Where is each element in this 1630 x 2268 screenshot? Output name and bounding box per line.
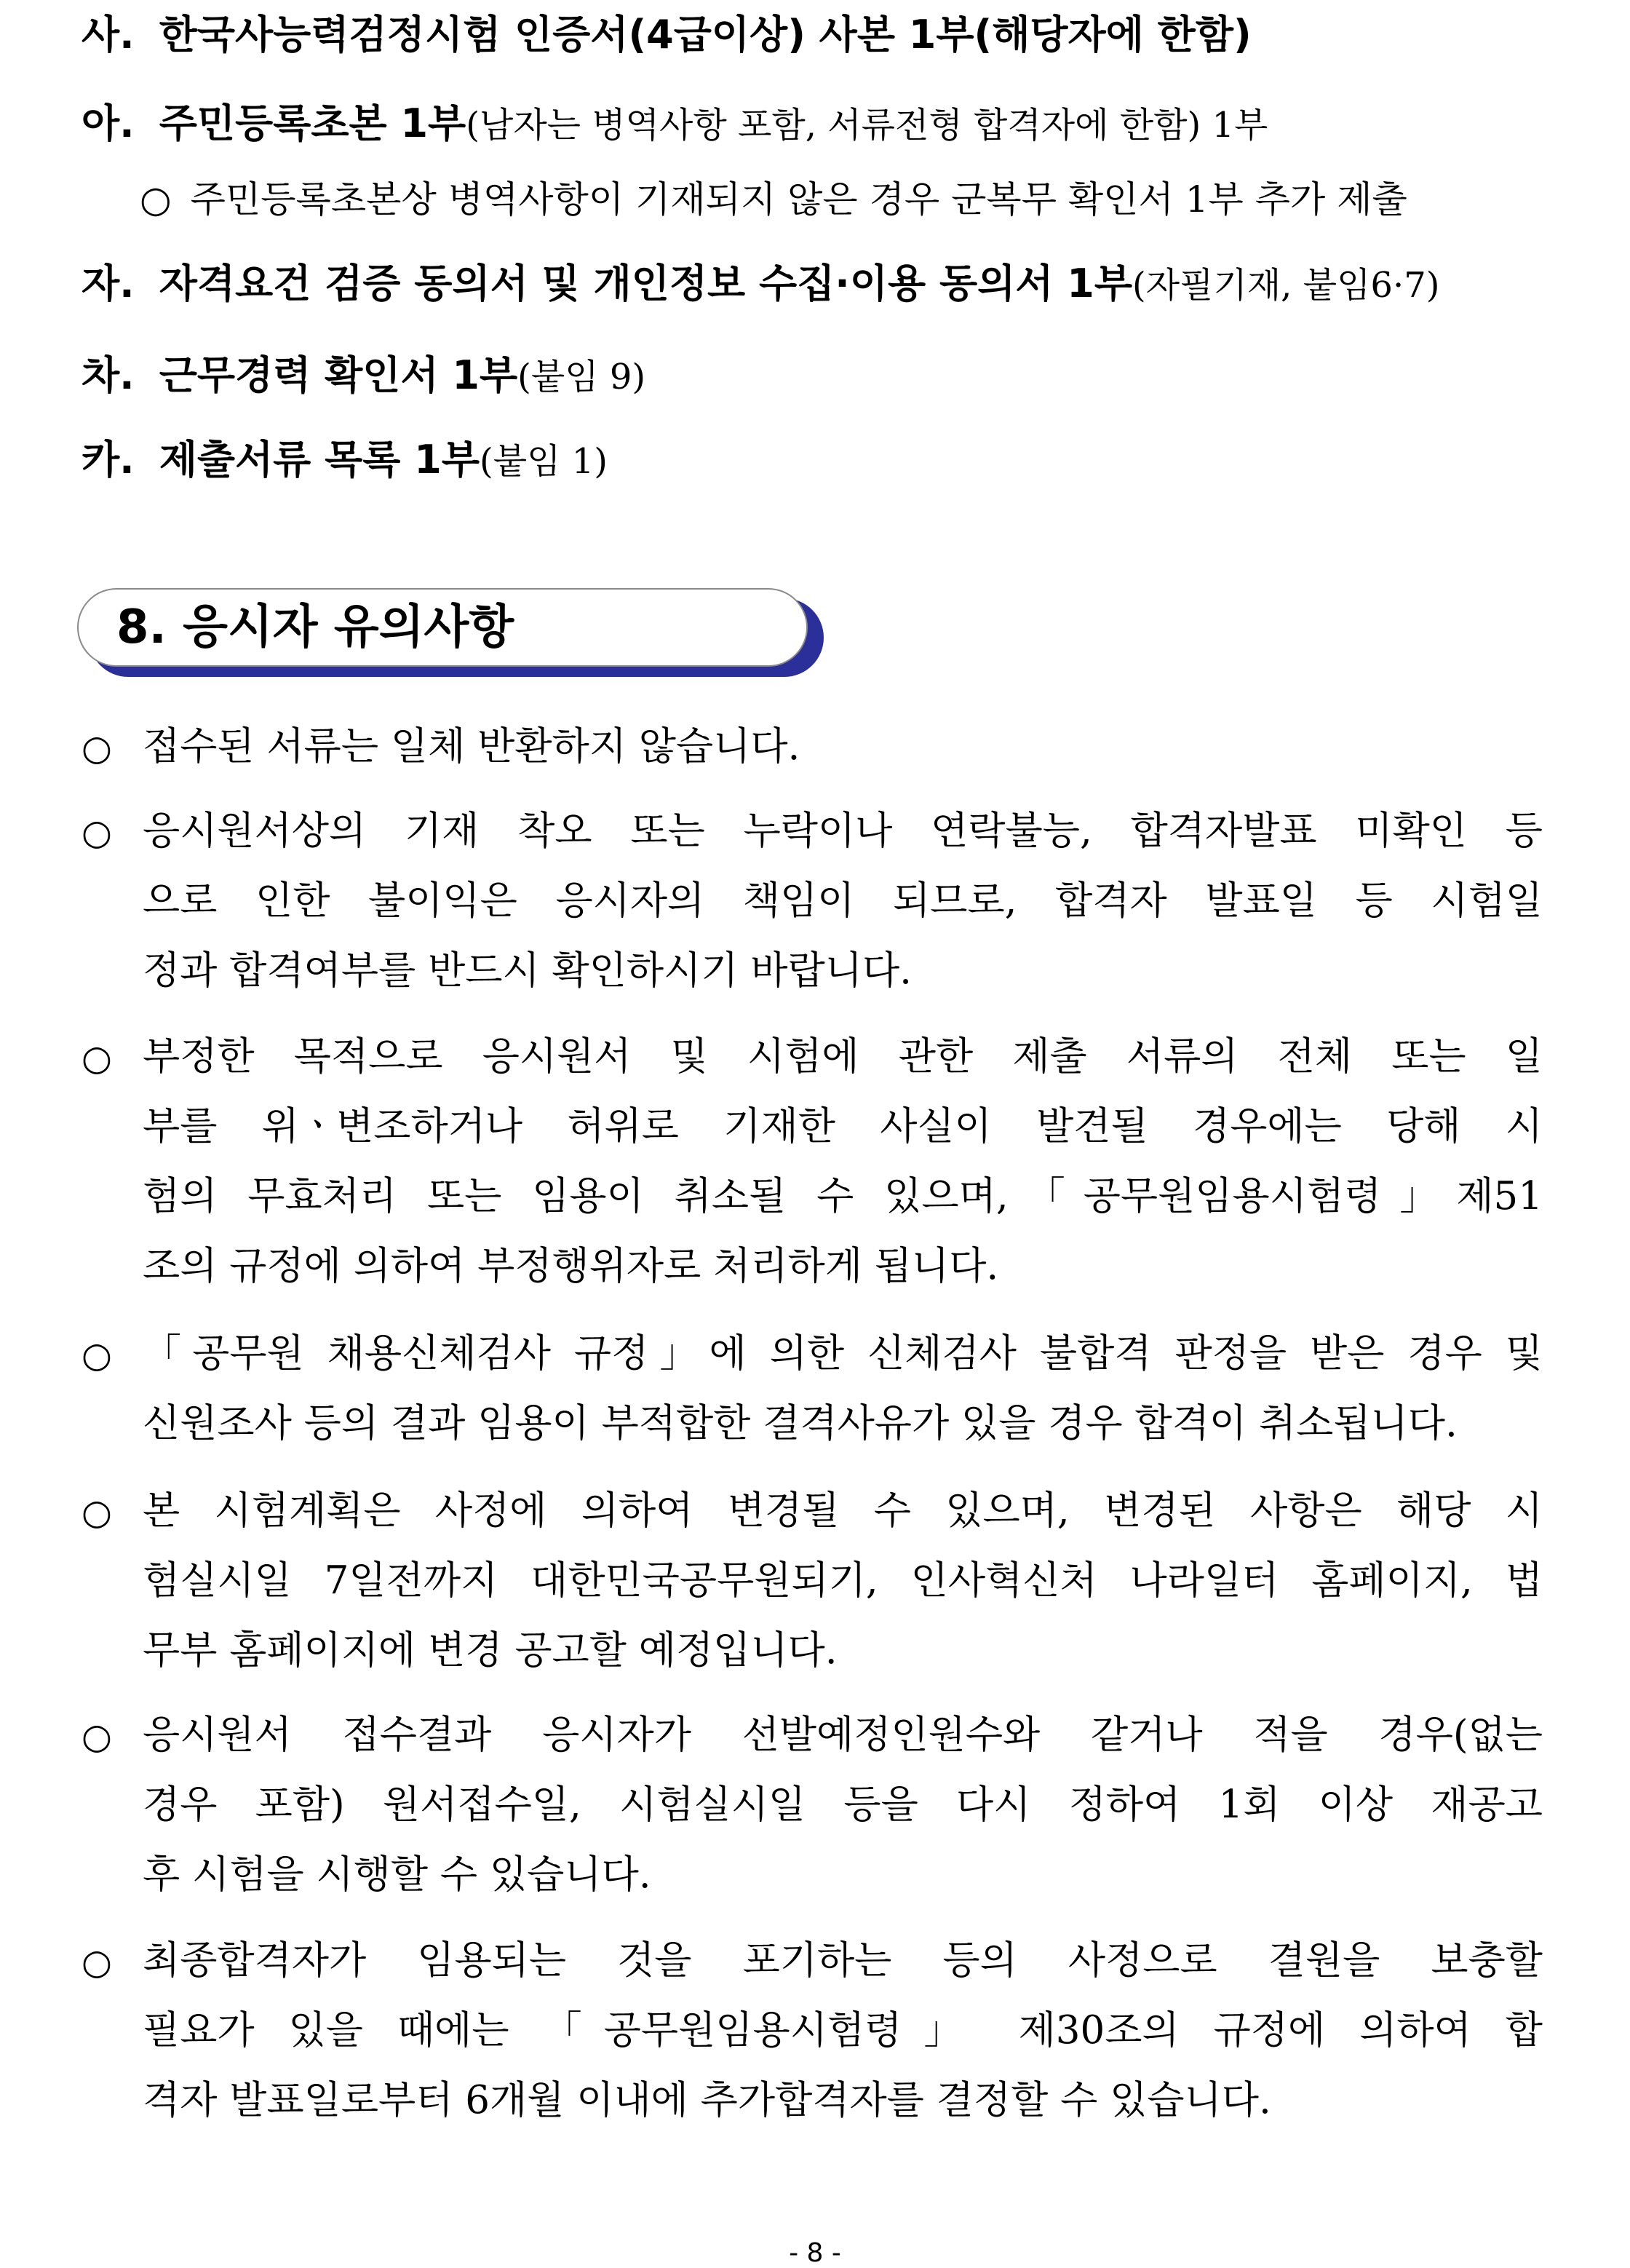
notice-line: 격자 발표일로부터 6개월 이내에 추가합격자를 결정할 수 있습니다.	[143, 2078, 1271, 2122]
notice-line: 부정한 목적으로 응시원서 및 시험에 관한 제출 서류의 전체 또는 일	[143, 1034, 1543, 1079]
item-label: 사.	[82, 12, 135, 58]
circle-bullet-icon: ○	[82, 812, 112, 853]
notice-line: 험의 무효처리 또는 임용이 취소될 수 있으며,「공무원임용시험령」제51	[143, 1174, 1543, 1218]
notice-line: 무부 홈페이지에 변경 공고할 예정입니다.	[143, 1628, 838, 1673]
notice-line: 정과 합격여부를 반드시 확인하시기 바랍니다.	[143, 948, 912, 993]
notice-line: 부를 위ㆍ변조하거나 허위로 기재한 사실이 발견될 경우에는 당해 시	[143, 1104, 1543, 1149]
requirement-item-ja	[82, 262, 1440, 307]
item-title: 근무경력 확인서 1부	[159, 352, 518, 398]
notice-line: 으로 인한 불이익은 응시자의 책임이 되므로, 합격자 발표일 등 시험일	[143, 879, 1543, 923]
requirement-item-a	[82, 102, 1268, 147]
sub-note-text: 주민등록초본상 병역사항이 기재되지 않은 경우 군복무 확인서 1부 추가 제출	[190, 178, 1407, 221]
notice-line: 본 시험계획은 사정에 의하여 변경될 수 있으며, 변경된 사항은 해당 시	[143, 1488, 1543, 1533]
item-label: 카.	[82, 437, 135, 483]
notice-line: 「공무원 채용신체검사 규정」에 의한 신체검사 불합격 판정을 받은 경우 및	[143, 1331, 1543, 1376]
requirement-sub-note	[140, 178, 1407, 221]
notice-line: 경우 포함) 원서접수일, 시험실시일 등을 다시 정하여 1회 이상 재공고	[143, 1783, 1543, 1827]
notice-line: 응시원서상의 기재 착오 또는 누락이나 연락불능, 합격자발표 미확인 등	[143, 809, 1543, 853]
notice-line: 험실시일 7일전까지 대한민국공무원되기, 인사혁신처 나라일터 홈페이지, 법	[143, 1558, 1543, 1603]
circle-bullet-icon: ○	[82, 1038, 112, 1079]
item-label: 아.	[82, 100, 135, 146]
circle-bullet-icon: ○	[82, 1716, 112, 1757]
circle-bullet-icon: ○	[140, 178, 172, 221]
circle-bullet-icon: ○	[82, 1492, 112, 1533]
circle-bullet-icon: ○	[82, 1942, 112, 1983]
item-note: (자필기재, 붙임6·7)	[1132, 265, 1440, 306]
circle-bullet-icon: ○	[82, 728, 112, 769]
item-note: (붙임 9)	[517, 357, 646, 397]
notice-line: 후 시험을 시행할 수 있습니다.	[143, 1852, 651, 1897]
requirement-item-sa	[82, 13, 1252, 58]
item-title: 제출서류 목록 1부	[159, 437, 480, 483]
item-title: 주민등록초본 1부	[159, 100, 466, 146]
circle-bullet-icon: ○	[82, 1335, 112, 1376]
page-number: - 8 -	[789, 2238, 841, 2268]
item-label: 자.	[82, 261, 135, 306]
item-note: (붙임 1)	[480, 441, 608, 482]
item-note: (남자는 병역사항 포함, 서류전형 합격자에 한함) 1부	[466, 105, 1268, 146]
section-heading: 8. 응시자 유의사항	[116, 600, 514, 654]
item-title: 자격요건 검증 동의서 및 개인정보 수집·이용 동의서 1부	[159, 261, 1132, 306]
item-title: 한국사능력검정시험 인증서(4급이상) 사본 1부(해당자에 한함)	[159, 12, 1252, 58]
requirement-item-cha	[82, 354, 645, 399]
requirement-item-ka	[82, 438, 608, 483]
item-label: 차.	[82, 352, 135, 398]
notice-line: 신원조사 등의 결과 임용이 부적합한 결격사유가 있을 경우 합격이 취소됩니다.	[143, 1401, 1458, 1446]
notice-line: 응시원서 접수결과 응시자가 선발예정인원수와 같거나 적을 경우(없는	[143, 1713, 1543, 1757]
notice-line: 접수된 서류는 일체 반환하지 않습니다.	[143, 724, 800, 769]
notice-line: 필요가 있을 때에는 「공무원임용시험령」 제30조의 규정에 의하여 합	[143, 2008, 1543, 2053]
notice-line: 조의 규정에 의하여 부정행위자로 처리하게 됩니다.	[143, 1244, 999, 1288]
notice-line: 최종합격자가 임용되는 것을 포기하는 등의 사정으로 결원을 보충할	[143, 1938, 1543, 1983]
